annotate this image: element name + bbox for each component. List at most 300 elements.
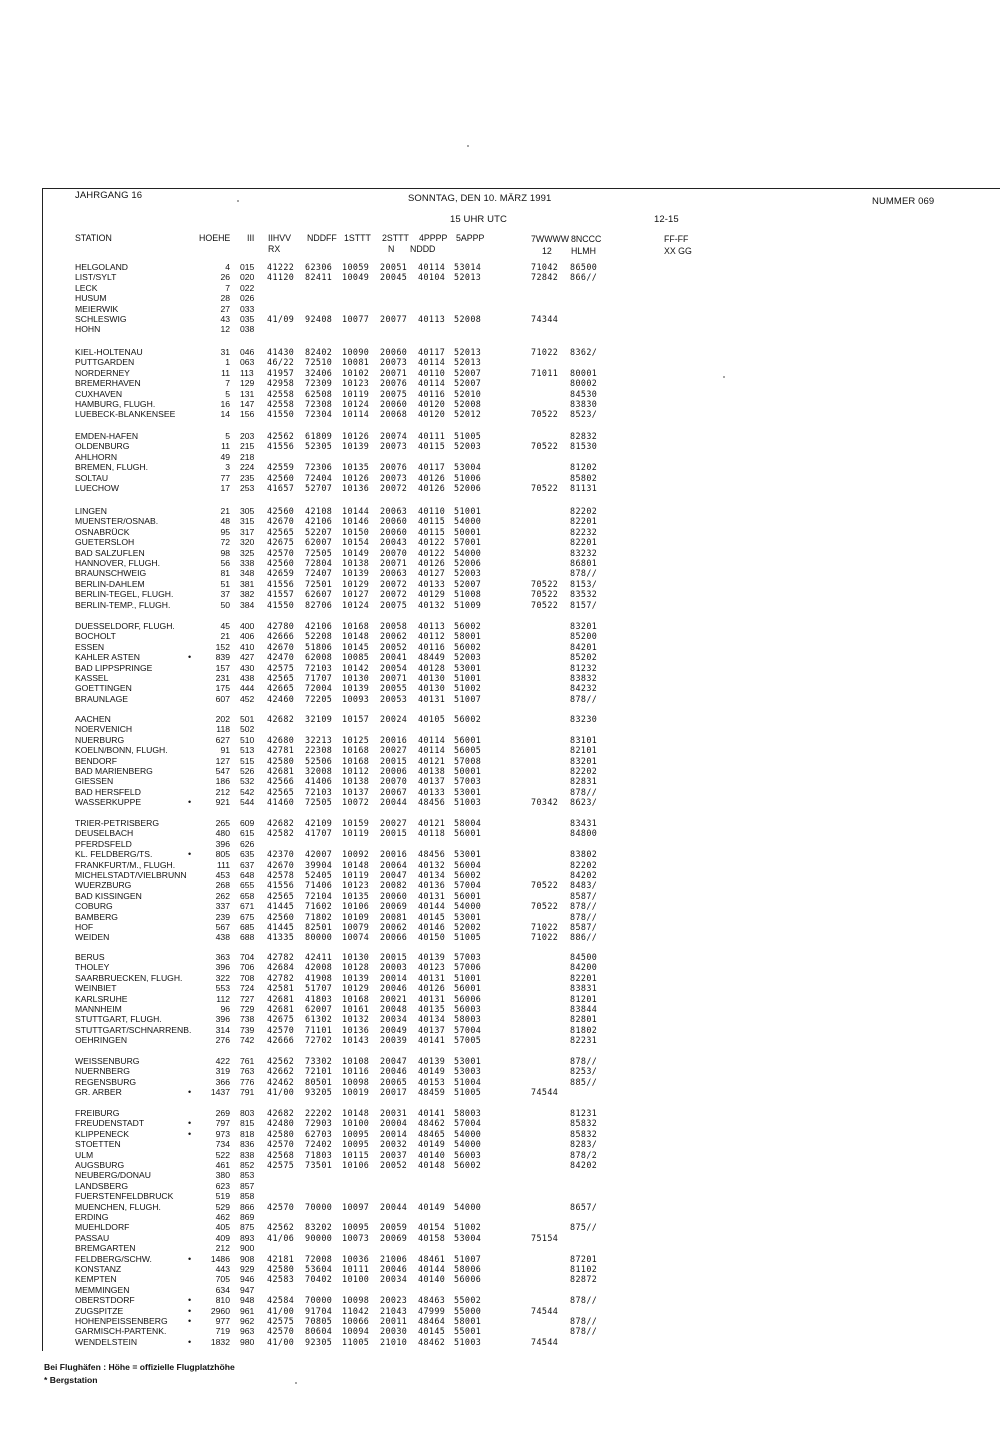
- group-5appp: 52008: [454, 399, 482, 409]
- station-elevation: 567: [215, 922, 230, 932]
- station-elevation: 45: [220, 621, 230, 631]
- group-nddff: 82411: [305, 272, 333, 283]
- station-name: HOHENPEISSENBERG: [75, 1316, 168, 1326]
- table-row: [42, 399, 662, 409]
- group-iihvv: 42580: [267, 755, 295, 766]
- group-2sttt: 20044: [380, 797, 408, 808]
- station-name: SAARBRUECKEN, FLUGH.: [75, 972, 183, 983]
- group-4pppp: 40126: [418, 983, 446, 994]
- group-nddff: 61809: [305, 431, 333, 441]
- station-elevation: 973: [215, 1128, 230, 1139]
- group-2sttt: 20060: [380, 526, 408, 537]
- station-index: 325: [240, 547, 255, 558]
- station-name: LANDSBERG: [75, 1180, 129, 1191]
- group-2sttt: 20081: [380, 911, 408, 922]
- station-elevation: 16: [220, 399, 230, 409]
- station-name: FREIBURG: [75, 1108, 120, 1118]
- station-index: 738: [240, 1014, 255, 1025]
- station-index: 026: [240, 293, 255, 304]
- group-iihvv: 41556: [267, 880, 295, 891]
- station-index: 542: [240, 786, 255, 797]
- station-name: HELGOLAND: [75, 262, 129, 272]
- table-row: [42, 1285, 662, 1295]
- group-8nccc: 80002: [570, 378, 598, 389]
- group-1sttt: 10066: [342, 1316, 370, 1326]
- group-1sttt: 10137: [342, 786, 370, 797]
- group-7wwww: 71022: [531, 347, 559, 357]
- group-4pppp: 48449: [418, 652, 446, 663]
- group-5appp: 52013: [454, 347, 482, 357]
- table-row: [42, 1170, 662, 1180]
- table-row: [42, 293, 662, 303]
- station-elevation: 623: [215, 1180, 230, 1191]
- group-2sttt: 20047: [380, 1056, 408, 1066]
- group-5appp: 56005: [454, 745, 482, 756]
- group-2sttt: 20072: [380, 578, 408, 589]
- group-8nccc: 878//: [570, 1326, 598, 1337]
- group-5appp: 56003: [454, 1004, 482, 1014]
- group-4pppp: 48459: [418, 1087, 446, 1098]
- group-4pppp: 40149: [418, 1066, 446, 1077]
- group-7wwww: 74344: [531, 314, 559, 324]
- group-7wwww: 70522: [531, 578, 559, 589]
- group-4pppp: 40104: [418, 272, 446, 283]
- station-elevation: 212: [215, 1243, 230, 1254]
- group-5appp: 57008: [454, 755, 482, 766]
- group-5appp: 52013: [454, 272, 482, 283]
- group-4pppp: 40141: [418, 1108, 446, 1118]
- group-nddff: 72103: [305, 786, 333, 797]
- station-index: 893: [240, 1232, 255, 1243]
- table-row: [42, 462, 662, 472]
- station-name: ESSEN: [75, 641, 105, 652]
- table-row: [42, 1222, 662, 1232]
- group-8nccc: 8587/: [570, 890, 598, 901]
- group-5appp: 56006: [454, 1274, 482, 1285]
- group-2sttt: 20046: [380, 983, 408, 994]
- table-row: [42, 891, 662, 901]
- group-iihvv: 41335: [267, 932, 295, 943]
- group-1sttt: 10072: [342, 797, 370, 808]
- group-1sttt: 10019: [342, 1087, 370, 1098]
- station-name: BERLIN-TEMP., FLUGH.: [75, 599, 171, 610]
- table-row: [42, 1160, 662, 1170]
- group-4pppp: 40115: [418, 526, 446, 537]
- station-index: 853: [240, 1170, 255, 1181]
- station-elevation: 553: [215, 983, 230, 994]
- station-name: BERLIN-DAHLEM: [75, 578, 145, 589]
- group-4pppp: 40133: [418, 578, 446, 589]
- mountain-marker: •: [188, 1253, 192, 1264]
- group-2sttt: 20058: [380, 621, 408, 631]
- station-index: 648: [240, 870, 255, 880]
- group-nddff: 71602: [305, 901, 333, 912]
- table-row: [42, 818, 662, 828]
- station-name: OBERSTDORF: [75, 1295, 135, 1306]
- group-1sttt: 10157: [342, 714, 370, 724]
- station-index: 315: [240, 516, 255, 527]
- group-nddff: 92408: [305, 314, 333, 324]
- group-2sttt: 20051: [380, 262, 408, 272]
- group-4pppp: 40126: [418, 483, 446, 493]
- station-name: MUENCHEN, FLUGH.: [75, 1201, 161, 1212]
- group-8nccc: 81102: [570, 1264, 598, 1274]
- station-elevation: 28: [220, 293, 230, 304]
- table-row: [42, 283, 662, 293]
- group-1sttt: 10138: [342, 558, 370, 568]
- table-row: [42, 776, 662, 786]
- table-row: [42, 1150, 662, 1160]
- group-8nccc: 81802: [570, 1024, 598, 1035]
- station-index: 406: [240, 631, 255, 642]
- group-5appp: 53001: [454, 1056, 482, 1066]
- group-iihvv: 41657: [267, 483, 295, 493]
- group-5appp: 57004: [454, 1024, 482, 1035]
- table-row: [42, 262, 662, 272]
- group-nddff: 72407: [305, 568, 333, 579]
- group-4pppp: 40137: [418, 776, 446, 787]
- group-4pppp: 40117: [418, 462, 446, 473]
- report-date: SONNTAG, DEN 10. MÄRZ 1991: [408, 193, 552, 204]
- station-name: LUECHOW: [75, 483, 119, 493]
- group-2sttt: 20006: [380, 766, 408, 776]
- group-5appp: 58006: [454, 1264, 482, 1274]
- group-4pppp: 48461: [418, 1253, 446, 1264]
- group-5appp: 52002: [454, 922, 482, 932]
- group-1sttt: 10093: [342, 693, 370, 704]
- table-row: [42, 558, 662, 568]
- mountain-marker: •: [188, 1087, 192, 1098]
- station-name: DUESSELDORF, FLUGH.: [75, 621, 175, 631]
- group-2sttt: 20003: [380, 962, 408, 973]
- group-5appp: 53003: [454, 1066, 482, 1077]
- group-2sttt: 20062: [380, 922, 408, 932]
- group-8nccc: 84500: [570, 952, 598, 962]
- group-8nccc: 8587/: [570, 922, 598, 932]
- group-2sttt: 20016: [380, 734, 408, 745]
- table-row: [42, 1004, 662, 1014]
- group-4pppp: 40114: [418, 378, 446, 389]
- group-8nccc: 866//: [570, 272, 598, 283]
- station-name: CUXHAVEN: [75, 388, 123, 399]
- group-4pppp: 40148: [418, 1160, 446, 1170]
- station-name: SCHLESWIG: [75, 314, 127, 324]
- station-index: 658: [240, 890, 255, 901]
- station-name: GUETERSLOH: [75, 537, 135, 548]
- group-iihvv: 42782: [267, 952, 295, 962]
- table-row: [42, 600, 662, 610]
- group-1sttt: 10119: [342, 870, 370, 880]
- group-nddff: 72903: [305, 1118, 333, 1129]
- group-2sttt: 20073: [380, 441, 408, 452]
- group-5appp: 52003: [454, 441, 482, 452]
- group-8nccc: 82201: [570, 972, 598, 983]
- group-1sttt: 10106: [342, 1160, 370, 1170]
- group-iihvv: 42560: [267, 506, 295, 516]
- group-8nccc: 82202: [570, 506, 598, 516]
- group-5appp: 55001: [454, 1326, 482, 1337]
- group-8nccc: 82201: [570, 516, 598, 527]
- station-elevation: 21: [220, 631, 230, 642]
- group-2sttt: 21010: [380, 1336, 408, 1347]
- group-5appp: 53001: [454, 662, 482, 673]
- group-5appp: 53001: [454, 786, 482, 797]
- group-2sttt: 20069: [380, 1232, 408, 1243]
- station-name: ULM: [75, 1149, 94, 1160]
- station-elevation: 96: [220, 1004, 230, 1014]
- group-1sttt: 10138: [342, 776, 370, 787]
- station-name: PUTTGARDEN: [75, 357, 135, 368]
- station-elevation: 77: [220, 472, 230, 483]
- station-elevation: 461: [215, 1160, 230, 1170]
- station-name: ERDING: [75, 1212, 109, 1222]
- station-name: BENDORF: [75, 755, 118, 766]
- group-1sttt: 10161: [342, 1004, 370, 1014]
- group-2sttt: 20075: [380, 388, 408, 399]
- group-5appp: 56001: [454, 734, 482, 745]
- table-row: [42, 860, 662, 870]
- group-1sttt: 10097: [342, 1201, 370, 1212]
- table-row: [42, 1243, 662, 1253]
- group-1sttt: 10124: [342, 599, 370, 610]
- group-nddff: 72101: [305, 1066, 333, 1077]
- station-index: 869: [240, 1212, 255, 1222]
- group-iihvv: 42570: [267, 547, 295, 558]
- table-row: [42, 579, 662, 589]
- group-nddff: 72004: [305, 683, 333, 694]
- group-1sttt: 10168: [342, 745, 370, 756]
- group-8nccc: 878//: [570, 901, 598, 912]
- group-1sttt: 10085: [342, 652, 370, 663]
- station-index: 410: [240, 641, 255, 652]
- group-nddff: 80000: [305, 932, 333, 943]
- group-1sttt: 10129: [342, 578, 370, 589]
- table-row: [42, 952, 662, 962]
- group-5appp: 57006: [454, 962, 482, 973]
- station-index: 218: [240, 451, 255, 462]
- column-g1-sub: RX: [268, 244, 281, 254]
- station-elevation: 337: [215, 901, 230, 912]
- station-elevation: 231: [215, 673, 230, 683]
- group-nddff: 32109: [305, 714, 333, 724]
- table-row: [42, 849, 662, 859]
- group-iihvv: 42560: [267, 558, 295, 568]
- group-8nccc: 82832: [570, 431, 598, 441]
- station-index: 675: [240, 911, 255, 922]
- group-2sttt: 21006: [380, 1253, 408, 1264]
- group-iihvv: 42666: [267, 631, 295, 642]
- group-nddff: 72804: [305, 558, 333, 568]
- table-row: [42, 694, 662, 704]
- station-name: GR. ARBER: [75, 1087, 122, 1098]
- group-8nccc: 878//: [570, 1316, 598, 1326]
- group-5appp: 56001: [454, 828, 482, 839]
- group-8nccc: 85200: [570, 631, 598, 642]
- table-row: [42, 304, 662, 314]
- group-8nccc: 8362/: [570, 347, 598, 357]
- station-index: 637: [240, 859, 255, 870]
- group-nddff: 42106: [305, 516, 333, 527]
- station-index: 131: [240, 388, 255, 399]
- station-elevation: 262: [215, 890, 230, 901]
- table-row: [42, 378, 662, 388]
- station-name: WUERZBURG: [75, 880, 132, 891]
- group-1sttt: 10073: [342, 1232, 370, 1243]
- station-name: OSNABRÜCK: [75, 526, 130, 537]
- station-index: 739: [240, 1024, 255, 1035]
- station-name: MANNHEIM: [75, 1004, 122, 1014]
- table-row: [42, 912, 662, 922]
- group-iihvv: 42681: [267, 766, 295, 776]
- station-name: BERLIN-TEGEL, FLUGH.: [75, 589, 174, 600]
- group-8nccc: 8483/: [570, 880, 598, 891]
- group-nddff: 52707: [305, 483, 333, 493]
- group-5appp: 54000: [454, 516, 482, 527]
- group-5appp: 52012: [454, 409, 482, 420]
- station-name: COBURG: [75, 901, 113, 912]
- group-4pppp: 40114: [418, 734, 446, 745]
- group-nddff: 32213: [305, 734, 333, 745]
- station-elevation: 443: [215, 1264, 230, 1274]
- station-name: KONSTANZ: [75, 1264, 122, 1274]
- station-name: GIESSEN: [75, 776, 114, 787]
- group-1sttt: 10095: [342, 1139, 370, 1150]
- group-5appp: 52006: [454, 558, 482, 568]
- station-index: 685: [240, 922, 255, 932]
- station-name: BREMERHAVEN: [75, 378, 141, 389]
- group-iihvv: 42958: [267, 378, 295, 389]
- group-nddff: 82706: [305, 599, 333, 610]
- group-5appp: 57003: [454, 952, 482, 962]
- group-5appp: 52007: [454, 367, 482, 378]
- group-1sttt: 10112: [342, 766, 370, 776]
- group-2sttt: 20060: [380, 399, 408, 409]
- table-row: [42, 1077, 662, 1087]
- station-index: 947: [240, 1284, 255, 1295]
- group-8nccc: 8623/: [570, 797, 598, 808]
- group-iihvv: 42470: [267, 652, 295, 663]
- group-4pppp: 40118: [418, 828, 446, 839]
- station-elevation: 797: [215, 1118, 230, 1129]
- group-nddff: 83202: [305, 1222, 333, 1233]
- group-iihvv: 42565: [267, 890, 295, 901]
- group-8nccc: 84800: [570, 828, 598, 839]
- group-nddff: 42109: [305, 818, 333, 828]
- table-row: [42, 756, 662, 766]
- group-8nccc: 83232: [570, 547, 598, 558]
- group-nddff: 41803: [305, 993, 333, 1004]
- group-4pppp: 40120: [418, 409, 446, 420]
- group-1sttt: 10123: [342, 880, 370, 891]
- group-nddff: 42008: [305, 962, 333, 973]
- group-5appp: 53001: [454, 849, 482, 860]
- station-index: 452: [240, 693, 255, 704]
- group-nddff: 62306: [305, 262, 333, 272]
- group-1sttt: 10090: [342, 347, 370, 357]
- station-name: BREMEN, FLUGH.: [75, 462, 149, 473]
- group-nddff: 72309: [305, 378, 333, 389]
- group-4pppp: 40110: [418, 367, 446, 378]
- station-index: 900: [240, 1243, 255, 1254]
- group-2sttt: 20014: [380, 972, 408, 983]
- group-2sttt: 20045: [380, 272, 408, 283]
- station-name: AHLHORN: [75, 451, 118, 462]
- station-index: 776: [240, 1076, 255, 1087]
- group-2sttt: 20034: [380, 1274, 408, 1285]
- station-index: 444: [240, 683, 255, 694]
- station-elevation: 3: [225, 462, 230, 473]
- group-4pppp: 40149: [418, 1139, 446, 1150]
- group-1sttt: 10145: [342, 641, 370, 652]
- group-iihvv: 41/09: [267, 314, 295, 324]
- group-2sttt: 20030: [380, 1326, 408, 1337]
- group-4pppp: 40144: [418, 901, 446, 912]
- group-8nccc: 82101: [570, 745, 598, 756]
- group-nddff: 70805: [305, 1316, 333, 1326]
- group-4pppp: 40131: [418, 972, 446, 983]
- group-5appp: 51001: [454, 506, 482, 516]
- group-iihvv: 42582: [267, 828, 295, 839]
- table-row: [42, 1191, 662, 1201]
- group-nddff: 52208: [305, 631, 333, 642]
- station-name: LUEBECK-BLANKENSEE: [75, 409, 176, 420]
- station-index: 305: [240, 506, 255, 516]
- station-name: HOF: [75, 922, 94, 932]
- station-name: GOETTINGEN: [75, 683, 132, 694]
- station-index: 729: [240, 1004, 255, 1014]
- station-elevation: 43: [220, 314, 230, 324]
- station-elevation: 31: [220, 347, 230, 357]
- station-elevation: 202: [215, 714, 230, 724]
- group-nddff: 72505: [305, 547, 333, 558]
- station-index: 035: [240, 314, 255, 324]
- station-index: 317: [240, 526, 255, 537]
- group-iihvv: 42370: [267, 849, 295, 860]
- group-iihvv: 41/06: [267, 1232, 295, 1243]
- group-1sttt: 10130: [342, 952, 370, 962]
- table-row: [42, 1233, 662, 1243]
- table-row: [42, 983, 662, 993]
- group-iihvv: 42584: [267, 1295, 295, 1306]
- group-5appp: 57003: [454, 776, 482, 787]
- group-nddff: 80604: [305, 1326, 333, 1337]
- group-iihvv: 42462: [267, 1076, 295, 1087]
- station-elevation: 405: [215, 1222, 230, 1233]
- station-elevation: 396: [215, 1014, 230, 1025]
- station-index: 875: [240, 1222, 255, 1233]
- group-4pppp: 40116: [418, 388, 446, 399]
- group-2sttt: 20070: [380, 547, 408, 558]
- group-7wwww: 70522: [531, 483, 559, 493]
- group-iihvv: 42570: [267, 1201, 295, 1212]
- table-row: [42, 1337, 662, 1347]
- station-elevation: 14: [220, 409, 230, 420]
- column-g8: 8NCCC: [571, 234, 602, 244]
- table-row: [42, 1326, 662, 1336]
- group-1sttt: 10119: [342, 388, 370, 399]
- table-row: [42, 652, 662, 662]
- station-elevation: 519: [215, 1191, 230, 1202]
- column-g7-sub: 12: [542, 246, 552, 256]
- table-row: [42, 409, 662, 419]
- group-nddff: 41707: [305, 828, 333, 839]
- station-elevation: 56: [220, 558, 230, 568]
- group-8nccc: 83844: [570, 1004, 598, 1014]
- mountain-marker: •: [188, 1128, 192, 1139]
- group-nddff: 72304: [305, 409, 333, 420]
- station-index: 858: [240, 1191, 255, 1202]
- group-nddff: 72306: [305, 462, 333, 473]
